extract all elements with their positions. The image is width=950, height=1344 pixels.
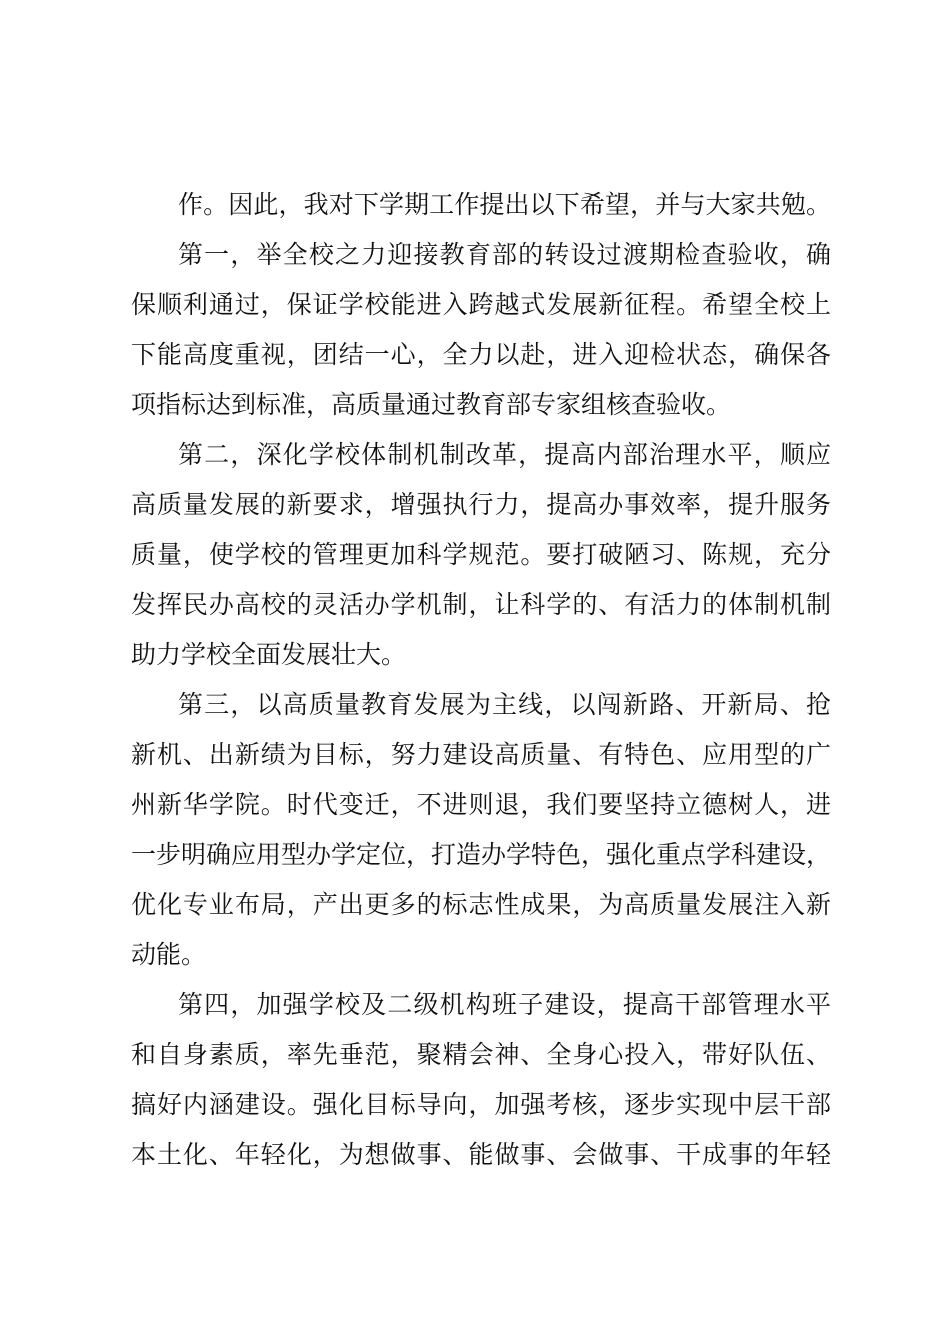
text-line: 州新华学院。时代变迁，不进则退，我们要坚持立德树人，进 [131, 790, 831, 819]
text-line: 作。因此，我对下学期工作提出以下希望，并与大家共勉。 [178, 190, 831, 219]
text-line: 质量，使学校的管理更加科学规范。要打破陋习、陈规，充分 [131, 540, 831, 569]
text-line: 第三，以高质量教育发展为主线，以闯新路、开新局、抢 [178, 690, 831, 719]
text-line: 和自身素质，率先垂范，聚精会神、全身心投入，带好队伍、 [131, 1040, 831, 1069]
text-line: 第四，加强学校及二级机构班子建设，提高干部管理水平 [178, 990, 831, 1019]
text-line: 新机、出新绩为目标，努力建设高质量、有特色、应用型的广 [131, 740, 831, 769]
text-line: 第一，举全校之力迎接教育部的转设过渡期检查验收，确 [178, 240, 831, 269]
text-line: 保顺利通过，保证学校能进入跨越式发展新征程。希望全校上 [131, 290, 831, 319]
text-line: 一步明确应用型办学定位，打造办学特色，强化重点学科建设， [131, 840, 832, 869]
text-line: 动能。 [131, 940, 207, 969]
text-line: 搞好内涵建设。强化目标导向，加强考核，逐步实现中层干部 [131, 1090, 831, 1119]
text-line: 发挥民办高校的灵活办学机制，让科学的、有活力的体制机制 [131, 590, 831, 619]
text-line: 高质量发展的新要求，增强执行力，提高办事效率，提升服务 [131, 490, 831, 519]
text-line: 下能高度重视，团结一心，全力以赴，进入迎检状态，确保各 [131, 340, 831, 369]
text-line: 第二，深化学校体制机制改革，提高内部治理水平，顺应 [178, 440, 831, 469]
text-line: 助力学校全面发展壮大。 [131, 640, 407, 669]
text-line: 本土化、年轻化，为想做事、能做事、会做事、干成事的年轻 [131, 1140, 831, 1169]
text-line: 优化专业布局，产出更多的标志性成果，为高质量发展注入新 [131, 890, 831, 919]
text-line: 项指标达到标准，高质量通过教育部专家组核查验收。 [131, 390, 732, 419]
